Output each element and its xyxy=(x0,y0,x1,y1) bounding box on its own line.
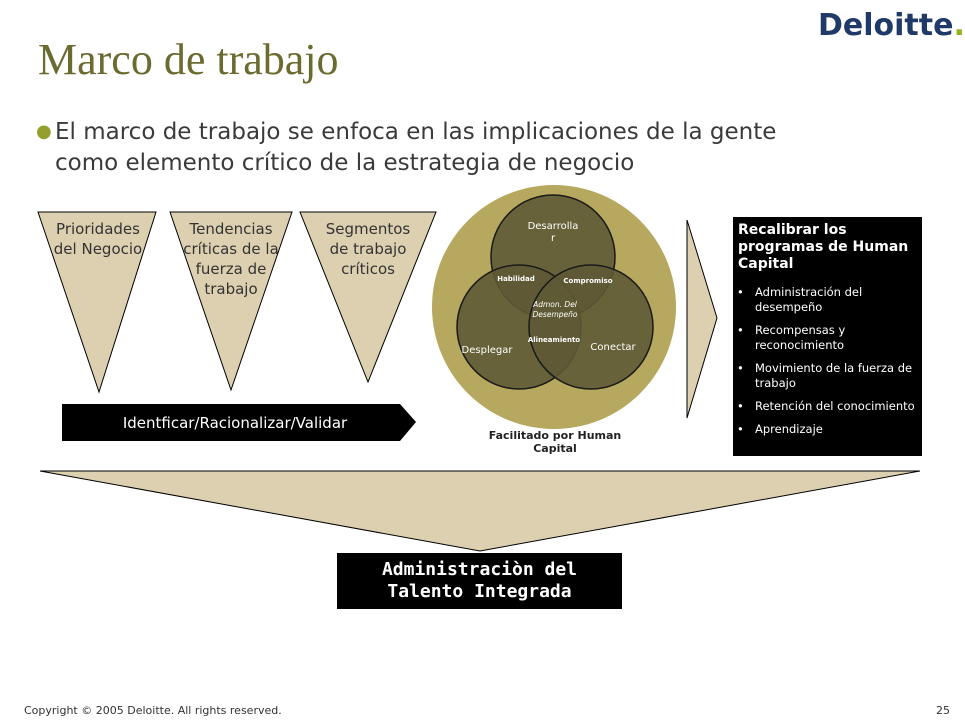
triangle-label-tendencias xyxy=(170,219,292,299)
copyright-notice: Copyright © 2005 Deloitte. All rights reserved. xyxy=(24,704,282,717)
tri3-line-2: de trabajo xyxy=(329,240,407,258)
recalibrar-box xyxy=(733,217,922,456)
bullet-icon: • xyxy=(737,399,744,413)
venn-caption-line-2: Capital xyxy=(533,442,577,455)
venn-label-compromiso: Compromiso xyxy=(563,277,613,285)
tri1-line-1: Prioridades xyxy=(56,220,140,238)
admin-line-1: Administraciòn del xyxy=(381,559,578,580)
recalibrar-title: Recalibrar los programas de Human Capital xyxy=(738,222,909,272)
tri2-line-4: trabajo xyxy=(204,280,258,298)
tri3-line-3: críticos xyxy=(341,260,395,278)
venn-label-desplegar: Desplegar xyxy=(461,345,513,356)
logo-dot: . xyxy=(953,8,965,43)
identify-bar-label: Identficar/Racionalizar/Validar xyxy=(122,413,348,432)
venn-center-line-1: Admon. Del xyxy=(533,300,577,309)
venn-label-center xyxy=(515,300,595,320)
venn-top-line-1: Desarrolla xyxy=(527,221,579,232)
list-item xyxy=(733,399,922,414)
list-item xyxy=(733,323,922,353)
venn-label-desarrollar xyxy=(513,221,593,245)
bullet-icon: • xyxy=(737,361,744,375)
list-item xyxy=(733,361,922,391)
logo-text: Deloitte xyxy=(818,8,954,43)
bullet-icon: • xyxy=(737,285,744,299)
intro-line-1: El marco de trabajo se enfoca en las implicaciones de la gente xyxy=(55,119,777,145)
right-chevron-arrow xyxy=(687,220,717,418)
talent-management-box xyxy=(337,553,622,609)
tri2-line-3: fuerza de xyxy=(195,260,267,278)
venn-center-line-2: Desempeño xyxy=(532,310,578,319)
triangle-label-prioridades xyxy=(38,219,158,259)
recalibrar-list xyxy=(733,285,922,445)
venn-label-alineamiento: Alineamiento xyxy=(527,336,581,344)
list-item-text: Movimiento de la fuerza de trabajo xyxy=(755,361,913,390)
list-item xyxy=(733,422,922,437)
triangle-label-segmentos xyxy=(300,219,436,279)
venn-top-line-2: r xyxy=(550,233,556,244)
bullet-icon: ● xyxy=(36,121,52,142)
page-title: Marco de trabajo xyxy=(38,35,339,84)
venn-caption xyxy=(470,429,640,455)
admin-line-2: Talento Integrada xyxy=(387,581,572,602)
bullet-icon: • xyxy=(737,323,744,337)
list-item-text: Retención del conocimiento xyxy=(755,399,915,413)
list-item xyxy=(733,285,922,315)
venn-label-conectar: Conectar xyxy=(590,342,636,353)
tri2-line-2: críticas de la xyxy=(183,240,279,258)
bullet-icon: • xyxy=(737,422,744,436)
tri2-line-1: Tendencias xyxy=(189,220,273,238)
list-item-text: Administración del desempeño xyxy=(755,285,863,314)
list-item-text: Aprendizaje xyxy=(755,422,823,436)
page-number: 25 xyxy=(936,704,950,717)
tri1-line-2: del Negocio xyxy=(53,240,143,258)
tri3-line-1: Segmentos xyxy=(325,220,411,238)
list-item-text: Recompensas y reconocimiento xyxy=(755,323,846,352)
intro-line-2: como elemento crítico de la estrategia de negocio xyxy=(55,150,635,176)
bottom-funnel-chevron xyxy=(40,471,920,551)
venn-caption-line-1: Facilitado por Human xyxy=(488,429,622,442)
venn-label-habilidad: Habilidad xyxy=(497,275,535,283)
